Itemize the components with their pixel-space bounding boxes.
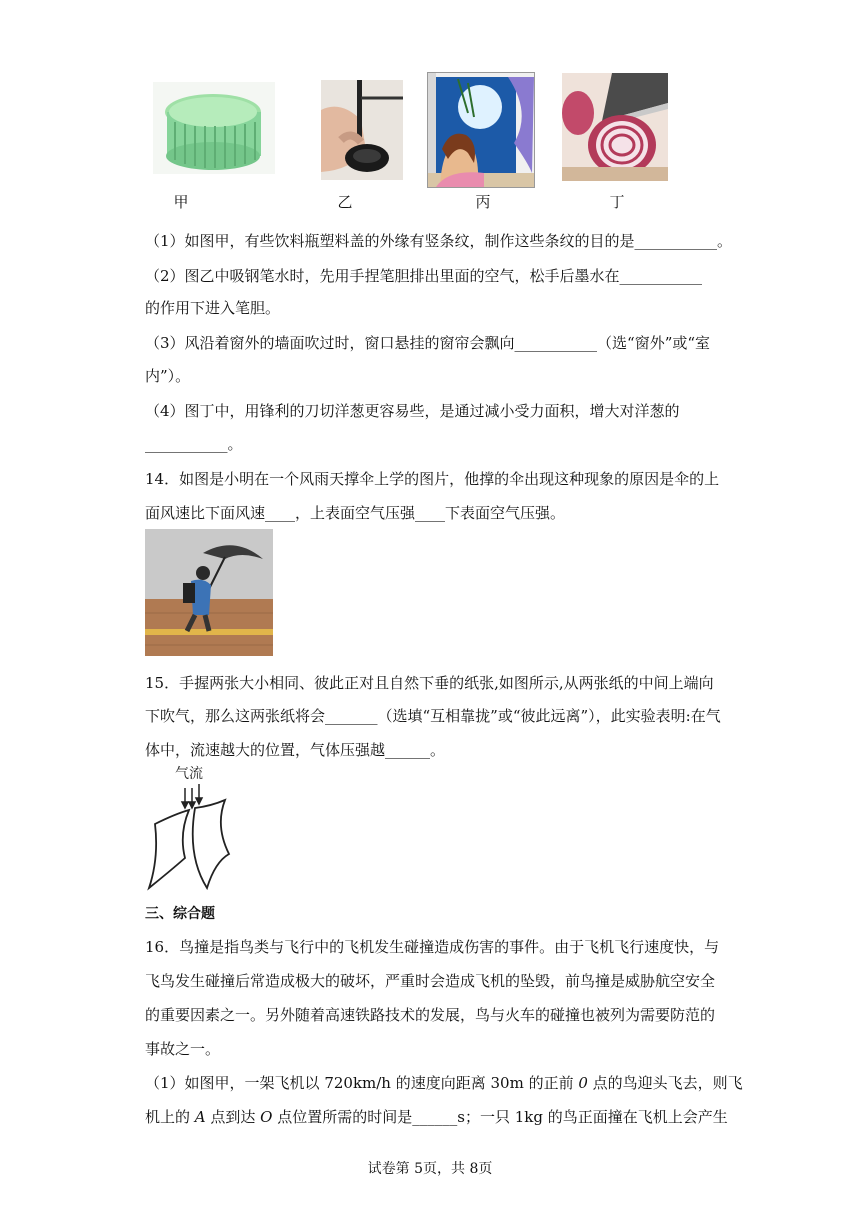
q13-part3-line1: （3）风沿着窗外的墙面吹过时，窗口悬挂的窗帘会飘向___________（选“窗外”或“室 [145, 334, 711, 352]
bottle-cap-image [153, 82, 275, 174]
q13-part1: （1）如图甲，有些饮料瓶塑料盖的外缘有竖条纹，制作这些条纹的目的是___________。 [145, 232, 733, 250]
page-footer: 试卷第 5页，共 8页 [367, 1161, 493, 1177]
q13-part3-line2: 内”）。 [145, 367, 191, 385]
onion-cutting-image [562, 73, 668, 181]
q14-line2: 面风速比下面风速____，上表面空气压强____下表面空气压强。 [145, 504, 566, 522]
image-label-bing: 丙 [475, 193, 491, 211]
airflow-label: 气流 [175, 766, 203, 782]
q15-line3: 体中，流速越大的位置，气体压强越______。 [145, 741, 446, 759]
window-curtain-image [427, 72, 535, 188]
image-label-yi: 乙 [337, 193, 353, 211]
image-label-jia: 甲 [173, 193, 189, 211]
q16-line1: 16．鸟撞是指鸟类与飞行中的飞机发生碰撞造成伤害的事件。由于飞机飞行速度快，与 [145, 938, 720, 956]
q16-part1-line1 [145, 1073, 743, 1093]
q16-line4: 事故之一。 [145, 1040, 221, 1058]
q16-part1-line2 [145, 1107, 728, 1127]
pen-ink-image [321, 80, 403, 180]
image-label-ding: 丁 [609, 193, 625, 211]
paper-airflow-figure [145, 764, 245, 894]
point-a: A [194, 1108, 206, 1126]
section-title-comprehensive: 三、综合题 [145, 906, 215, 922]
q13-part4-line2: ___________。 [145, 435, 243, 453]
q14-line1: 14．如图是小明在一个风雨天撑伞上学的图片，他撑的伞出现这种现象的原因是伞的上 [145, 470, 720, 488]
point-o: O [260, 1108, 273, 1126]
q16-part1-text-b: 点的鸟迎头飞去，则飞 [587, 1074, 743, 1092]
q13-part2-line2: 的作用下进入笔胆。 [145, 299, 281, 317]
q16-part1-text-d: 点到达 [205, 1108, 261, 1126]
q13-part4-line1: （4）图丁中，用锋利的刀切洋葱更容易些，是通过减小受力面积，增大对洋葱的 [145, 402, 680, 420]
q15-line1: 15．手握两张大小相同、彼此正对且自然下垂的纸张,如图所示,从两张纸的中间上端向 [145, 674, 714, 692]
q15-line2: 下吹气，那么这两张纸将会_______（选填“互相靠拢”或“彼此远离”），此实验表明:在气 [145, 707, 721, 725]
point-o-zero: 0 [578, 1074, 588, 1092]
umbrella-wind-image [145, 529, 273, 656]
q16-line2: 飞鸟发生碰撞后常造成极大的破坏，严重时会造成飞机的坠毁，前鸟撞是威胁航空安全 [145, 972, 716, 990]
q16-part1-text-a: （1）如图甲，一架飞机以 720km/h 的速度向距离 30m 的正前 [145, 1074, 579, 1092]
q16-line3: 的重要因素之一。另外随着高速铁路技术的发展，鸟与火车的碰撞也被列为需要防范的 [145, 1006, 716, 1024]
q16-part1-text-c: 机上的 [145, 1108, 195, 1126]
q13-part2-line1: （2）图乙中吸钢笔水时，先用手捏笔胆排出里面的空气，松手后墨水在___________ [145, 267, 703, 285]
q16-part1-text-e: 点位置所需的时间是______s；一只 1kg 的鸟正面撞在飞机上会产生 [272, 1108, 728, 1126]
